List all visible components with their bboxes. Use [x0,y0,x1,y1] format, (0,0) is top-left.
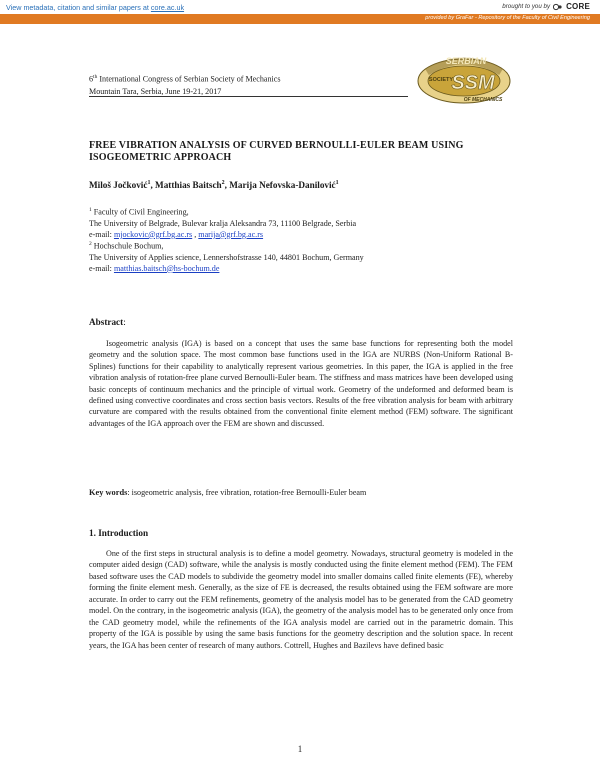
page-number: 1 [297,744,303,754]
conference-header [89,71,281,98]
section-heading-introduction: 1. Introduction [89,528,149,538]
ssm-logo-icon [413,52,515,106]
core-metadata-link[interactable] [6,3,184,12]
author-name: Marija Nefovska-Danilović [229,180,336,191]
abstract-text: Isogeometric analysis (IGA) is based on a concept that uses the same base functions for representing both the model geometry and the solution space. The most common base functions used in the IGA are NURBS (Non-Uniform Rational B-Splines) functions for their capability to analytically represent various geometries. In this paper, the IGA is applied in the free vibration analysis of rotation-free plane curved Bernoulli-Euler beam. The stiffness and mass matrices have been developed using basic concepts of continuum mechanics and the principle of virtual work. Geometry of the undeformed and deformed beam is defined using convective coordinates and cross section basis vectors. Results of the free vibration analysis for beam with arbitrary curvature are compared with the results obtained from the conventional finite element method (FEM) software. The significant advantages of the IGA approach over the FEM are shown and discussed. [89,339,513,428]
core-header-bar [0,0,600,14]
email-link[interactable]: matthias.baitsch@hs-bochum.de [113,263,220,273]
author-name: Miloš Jočković [89,180,148,191]
keywords: Key words: isogeometric analysis, free vibration, rotation-free Bernoulli-Euler beam [89,488,367,497]
conference-name: 6th International Congress of Serbian Society of Mechanics [89,74,281,84]
logo-top-text: SERBIAN [445,56,487,66]
logo-left-text: SOCIETY [428,77,454,83]
keywords-label: Key words [89,488,128,497]
core-url-link[interactable]: core.ac.uk [150,3,185,12]
author-name: Matthias Baitsch [155,180,222,191]
core-logo-text: CORE [566,2,590,11]
abstract-heading: Abstract: [89,317,126,327]
affiliation-1: $^1$ Faculty of Civil Engineering, The University of Belgrade, Bulevar kralja Aleksandra 73, 11100 Belgrade, Serbia e-mail: mjockovic@grf.bg.ac.rs , marija@grf.bg.ac.rs [89,207,357,239]
conference-location: Mountain Tara, Serbia, June 19-21, 2017 [89,86,222,96]
core-link-prefix: View metadata, citation and similar papers at [6,3,151,12]
affiliation-2: $^2$ Hochschule Bochum, The University of Applies science, Lennershofstrasse 140, 44801 Bochum, Germany e-mail: matthias.baitsch@hs-bochum.de [89,241,364,273]
paper-title: FREE VIBRATION ANALYSIS OF CURVED BERNOULLI-EULER BEAM USING ISOGEOMETRIC APPROACH [89,140,464,164]
introduction-text: One of the first steps in structural analysis is to define a model geometry. Nowadays, structural geometry is modeled in the computer aided design (CAD) software, while the analysis is mostly conducted using the finite element method (FEM). The FEM based software uses the CAD models to subdivide the geometry model into smaller domains called finite elements (FE), whereby forming the finite element mesh. Generally, as the size of FE is decreased, the results obtained using the FEM software are more accurate. In order to carry out the FEM refinements, geometry of the analysis model has to be generated from the CAD geometry model. On the contrary, in the isogeometric analysis (IGA), the geometry of the analysis model has to be generated only once from the CAD geometry model, while the refinements of the IGA analysis model are carried out in the parametric domain. This property of the IGA is possible by using the same basis functions for the geometry description and the solution space. In recent years, the IGA has been center of research of many authors. Cottrell, Hughes and Bazilevs have defined basic [89,549,513,650]
brought-by-core[interactable] [502,2,590,11]
email-link[interactable]: marija@grf.bg.ac.rs [198,229,264,239]
header-divider [89,96,408,97]
logo-bottom-text: OF MECHANICS [463,97,503,103]
core-logo-icon [553,3,563,11]
author-list: Miloš Jočković$^1$, Matthias Baitsch$^2$, Marija Nefovska-Danilović$^1$ [89,180,339,191]
email-link[interactable]: mjockovic@grf.bg.ac.rs [113,229,193,239]
provided-by-bar[interactable] [0,14,600,24]
logo-center-text: SSM [451,72,495,94]
brought-text: brought to you by [502,3,551,10]
provided-by-text: provided by GraFar - Repository of the Faculty of Civil Engineering [425,15,590,21]
